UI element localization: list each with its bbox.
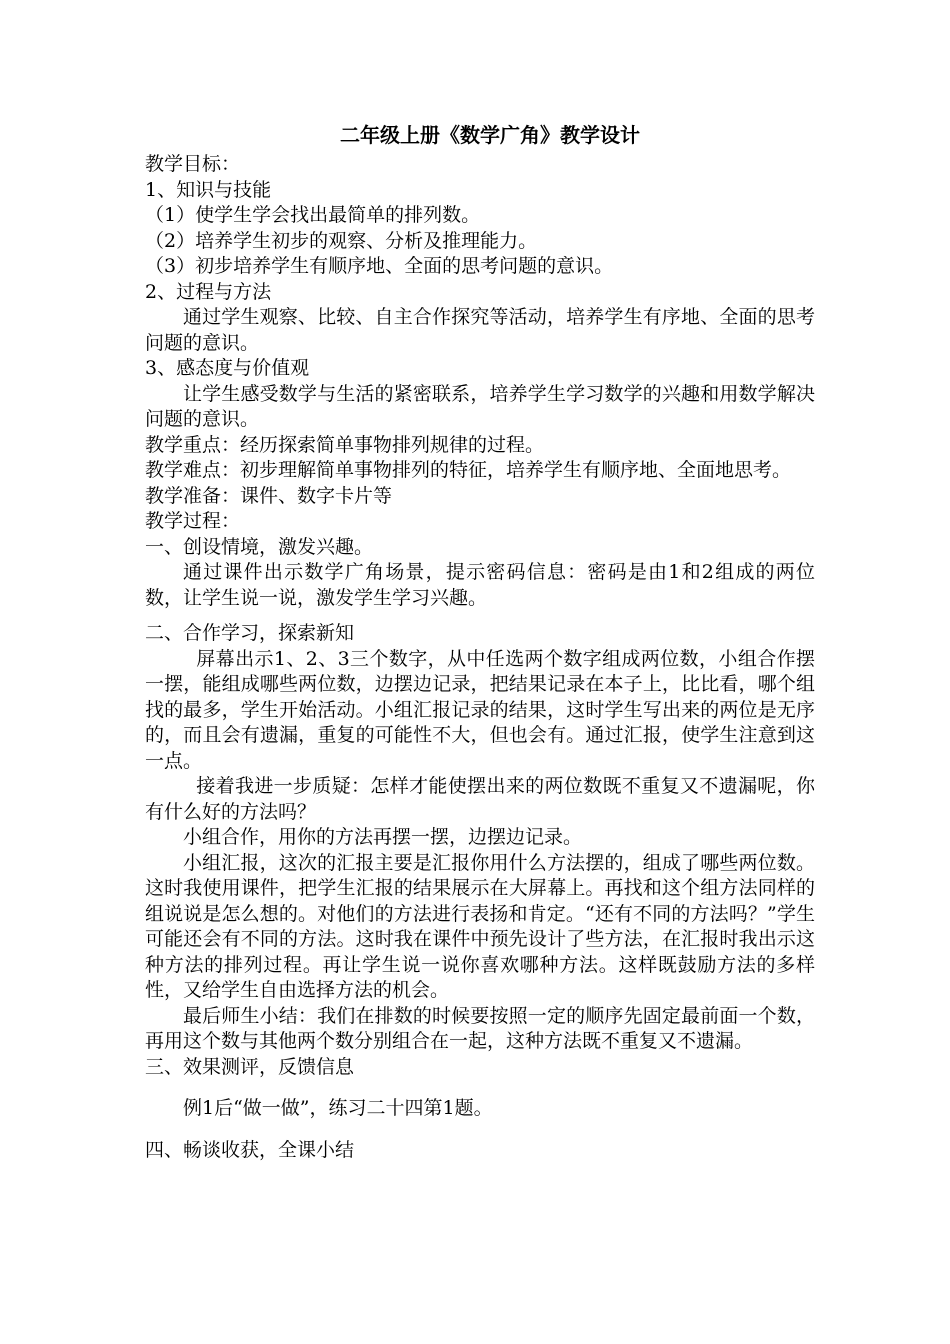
process-methods-text: 通过学生观察、比较、自主合作探究等活动，培养学生有序地、全面的思考问题的意识。 — [145, 306, 815, 354]
step-3-heading: 三、效果测评，反馈信息 — [145, 1055, 355, 1078]
teaching-difficulty: 教学难点：初步理解简单事物排列的特征，培养学生有顺序地、全面地思考。 — [145, 459, 792, 481]
step-2-summary: 最后师生小结：我们在排数的时候要按照一定的顺序先固定最前面一个数，再用这个数与其他两个数分别组合在一起，这种方法既不重复又不遗漏。 — [145, 1004, 815, 1052]
teaching-preparation: 教学准备：课件、数字卡片等 — [145, 484, 393, 507]
step-2-text-2: 接着我进一步质疑：怎样才能使摆出来的两位数既不重复又不遗漏呢，你有什么好的方法吗？ — [145, 775, 815, 823]
goal-item-3: （3）初步培养学生有顺序地、全面的思考问题的意识。 — [145, 255, 614, 277]
teaching-focus: 教学重点：经历探索简单事物排列规律的过程。 — [145, 433, 545, 456]
step-2-text-1: 屏幕出示1、2、3三个数字，从中任选两个数字组成两位数，小组合作摆一摆，能组成哪些两位数，边摆边记录，把结果记录在本子上，比比看，哪个组找的最多，学生开始活动。小组汇报记录的结果，这时学生写出来的两位是无序的，而且会有遗漏，重复的可能性不大，但也会有。通过汇报，使学生注意到这一点。 — [145, 647, 815, 772]
teaching-process-heading: 教学过程： — [145, 510, 241, 532]
document-title: 二年级上册《数学广角》教学设计 — [340, 123, 640, 147]
attitude-values-text: 让学生感受数学与生活的紧密联系，培养学生学习数学的兴趣和用数学解决问题的意识。 — [145, 382, 815, 430]
goal-item-2: （2）培养学生初步的观察、分析及推理能力。 — [145, 229, 538, 252]
heading-knowledge-skills: 1、知识与技能 — [145, 178, 272, 201]
step-3-text: 例1后“做一做”，练习二十四第1题。 — [183, 1097, 493, 1119]
step-2-text-3: 小组合作，用你的方法再摆一摆，边摆边记录。 — [183, 826, 583, 848]
heading-attitude-values: 3、感态度与价值观 — [145, 357, 310, 379]
step-2-text-4: 小组汇报，这次的汇报主要是汇报你用什么方法摆的，组成了哪些两位数。这时我使用课件，把学生汇报的结果展示在大屏幕上。再找和这个组方法同样的组说说是怎么想的。对他们的方法进行表扬和肯定。“还有不同的方法吗？”学生可能还会有不同的方法。这时我在课件中预先设计了些方法，在汇报时我出示这种方法的排列过程。再让学生说一说你喜欢哪种方法。这样既鼓励方法的多样性，又给学生自由选择方法的机会。 — [145, 851, 815, 1001]
step-2-heading: 二、合作学习，探索新知 — [145, 622, 355, 644]
step-1-text: 通过课件出示数学广角场景，提示密码信息：密码是由1和2组成的两位数，让学生说一说，激发学生学习兴趣。 — [145, 561, 815, 609]
document-body — [145, 120, 815, 1163]
step-1-heading: 一、创设情境，激发兴趣。 — [145, 535, 374, 558]
step-4-heading: 四、畅谈收获，全课小结 — [145, 1138, 355, 1161]
goal-item-1: （1）使学生学会找出最简单的排列数。 — [145, 204, 481, 226]
heading-process-methods: 2、过程与方法 — [145, 280, 272, 303]
section-teaching-goals: 教学目标： — [145, 153, 241, 175]
